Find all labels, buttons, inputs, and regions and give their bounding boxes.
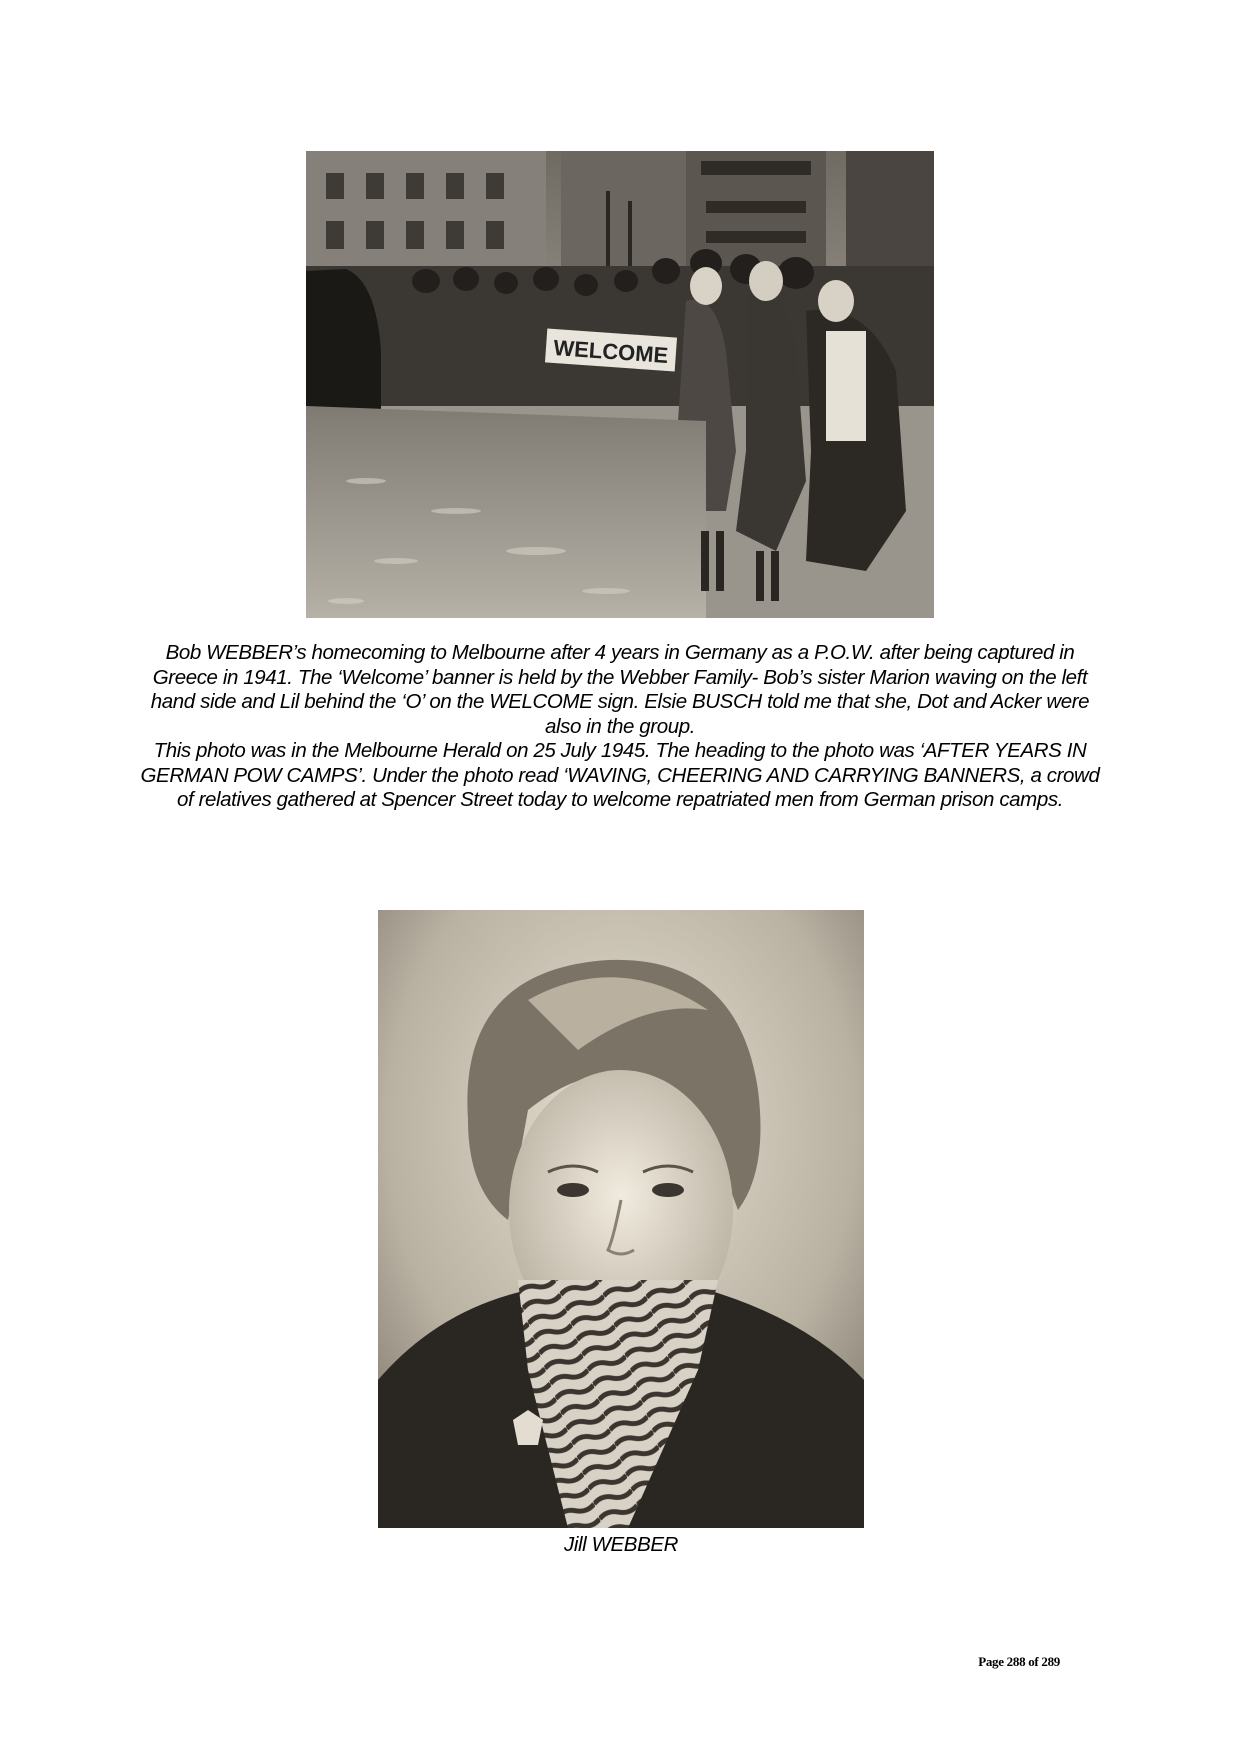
homecoming-photo-image bbox=[306, 151, 934, 618]
caption-paragraph: Bob WEBBER’s homecoming to Melbourne after 4 years in Germany as a P.O.W. after being captured in Greece in 1941. The ‘Welcome’ banner is held by the Webber Family- Bob’s sister Marion waving on the left hand side and Lil behind the ‘O’ on the WELCOME sign. Elsie BUSCH told me that she, Dot and Acker were also in the group. bbox=[150, 641, 1090, 738]
portrait-photo-image bbox=[378, 910, 864, 1528]
caption-paragraph: This photo was in the Melbourne Herald on 25 July 1945. The heading to the photo was ‘AFTER YEARS IN GERMAN POW CAMPS’. Under the photo read ‘WAVING, CHEERING AND CARRYING BANNERS, a crowd of relatives gathered at Spencer Street today to welcome repatriated men from German prison camps. bbox=[140, 739, 1100, 811]
homecoming-caption bbox=[140, 641, 1100, 813]
welcome-banner-text: WELCOME bbox=[552, 335, 670, 368]
homecoming-photo bbox=[306, 151, 934, 618]
page-number: Page 288 of 289 bbox=[978, 1654, 1060, 1669]
portrait-caption: Jill WEBBER bbox=[563, 1533, 679, 1556]
portrait-photo bbox=[378, 910, 864, 1528]
